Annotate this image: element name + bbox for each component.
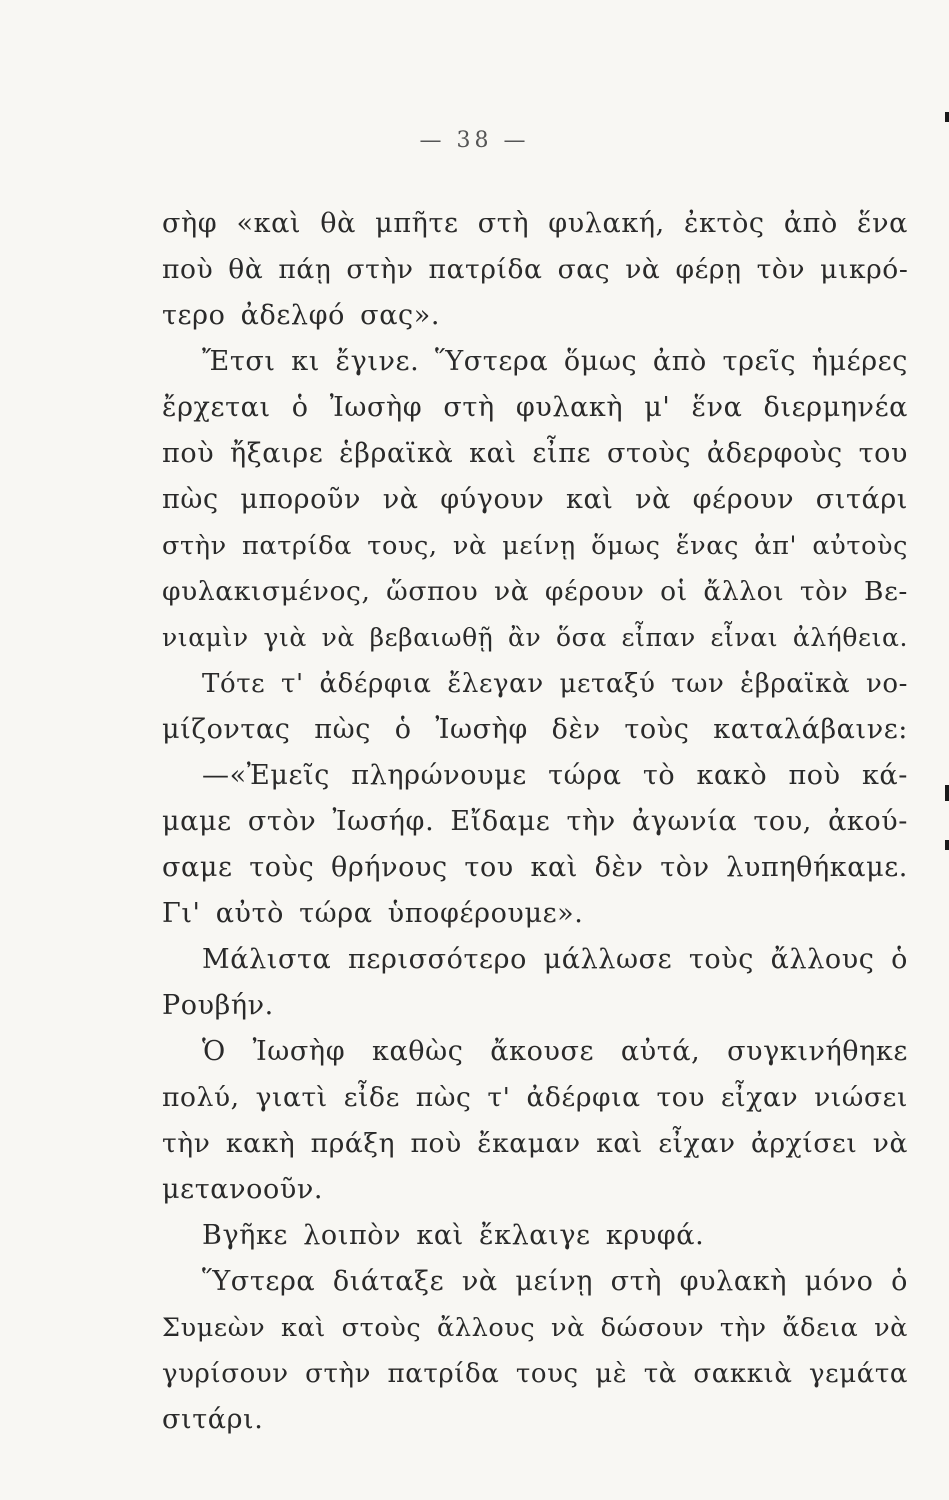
text-line: φυλακισμένος, ὥσπου νὰ φέρουν οἱ ἄλλοι τὸν Βε-	[162, 576, 908, 607]
text-line: νιαμὶν γιὰ νὰ βεβαιωθῇ ἂν ὅσα εἶπαν εἶναι ἀλήθεια.	[162, 623, 908, 652]
text-line: Ὁ Ἰωσὴφ καθὼς ἄκουσε αὐτά, συγκινήθηκε	[202, 1036, 908, 1067]
text-line: ἔρχεται ὁ Ἰωσὴφ στὴ φυλακὴ μ' ἕνα διερμηνέα	[162, 392, 908, 423]
text-line: μετανοοῦν.	[162, 1174, 324, 1205]
page-edge-mark	[945, 840, 949, 850]
page-edge-mark	[945, 785, 949, 801]
text-line: Μάλιστα περισσότερο μάλλωσε τοὺς ἄλλους ὁ	[202, 944, 908, 975]
text-line: μαμε στὸν Ἰωσήφ. Εἴδαμε τὴν ἀγωνία του, ἀκού-	[162, 806, 908, 837]
text-line: Γι' αὐτὸ τώρα ὑποφέρουμε».	[162, 898, 584, 929]
text-line: γυρίσουν στὴν πατρίδα τους μὲ τὰ σακκιὰ γεμάτα	[162, 1359, 908, 1389]
text-line: στὴν πατρίδα τους, νὰ μείνῃ ὅμως ἕνας ἀπ' αὐτοὺς	[162, 531, 908, 561]
text-line: ποὺ ἤξαιρε ἑβραϊκὰ καὶ εἶπε στοὺς ἀδερφοὺς του	[162, 438, 908, 469]
text-line: πὼς μποροῦν νὰ φύγουν καὶ νὰ φέρουν σιτάρι	[162, 484, 908, 515]
text-line: σαμε τοὺς θρήνους του καὶ δὲν τὸν λυπηθήκαμε.	[162, 852, 908, 883]
text-line: Βγῆκε λοιπὸν καὶ ἔκλαιγε κρυφά.	[202, 1220, 705, 1251]
text-line: Συμεὼν καὶ στοὺς ἄλλους νὰ δώσουν τὴν ἄδεια νὰ	[162, 1313, 908, 1343]
text-line: τὴν κακὴ πράξη ποὺ ἔκαμαν καὶ εἶχαν ἀρχίσει νὰ	[162, 1128, 908, 1159]
text-line: ποὺ θὰ πάῃ στὴν πατρίδα σας νὰ φέρῃ τὸν μικρό-	[162, 254, 909, 285]
text-line: μίζοντας πὼς ὁ Ἰωσὴφ δὲν τοὺς καταλάβαινε:	[162, 714, 908, 745]
text-line: σὴφ «καὶ θὰ μπῆτε στὴ φυλακή, ἐκτὸς ἀπὸ ἕνα	[162, 208, 908, 239]
text-line: Ὕστερα διάταξε νὰ μείνῃ στὴ φυλακὴ μόνο ὁ	[202, 1266, 908, 1297]
page-edge-mark	[945, 112, 949, 122]
text-line: Ἔτσι κι ἔγινε. Ὕστερα ὅμως ἀπὸ τρεῖς ἡμέρες	[202, 346, 908, 377]
text-line: Ρουβήν.	[162, 990, 274, 1021]
text-line: σιτάρι.	[162, 1404, 264, 1435]
text-line: —«Ἐμεῖς πληρώνουμε τώρα τὸ κακὸ ποὺ κά-	[202, 760, 908, 791]
text-line: Τότε τ' ἀδέρφια ἔλεγαν μεταξύ των ἑβραϊκὰ νο-	[202, 669, 908, 699]
text-line: τερο ἀδελφό σας».	[162, 300, 441, 331]
page-number: — 38 —	[419, 128, 530, 153]
text-line: πολύ, γιατὶ εἶδε πὼς τ' ἀδέρφια του εἶχαν νιώσει	[162, 1082, 908, 1113]
